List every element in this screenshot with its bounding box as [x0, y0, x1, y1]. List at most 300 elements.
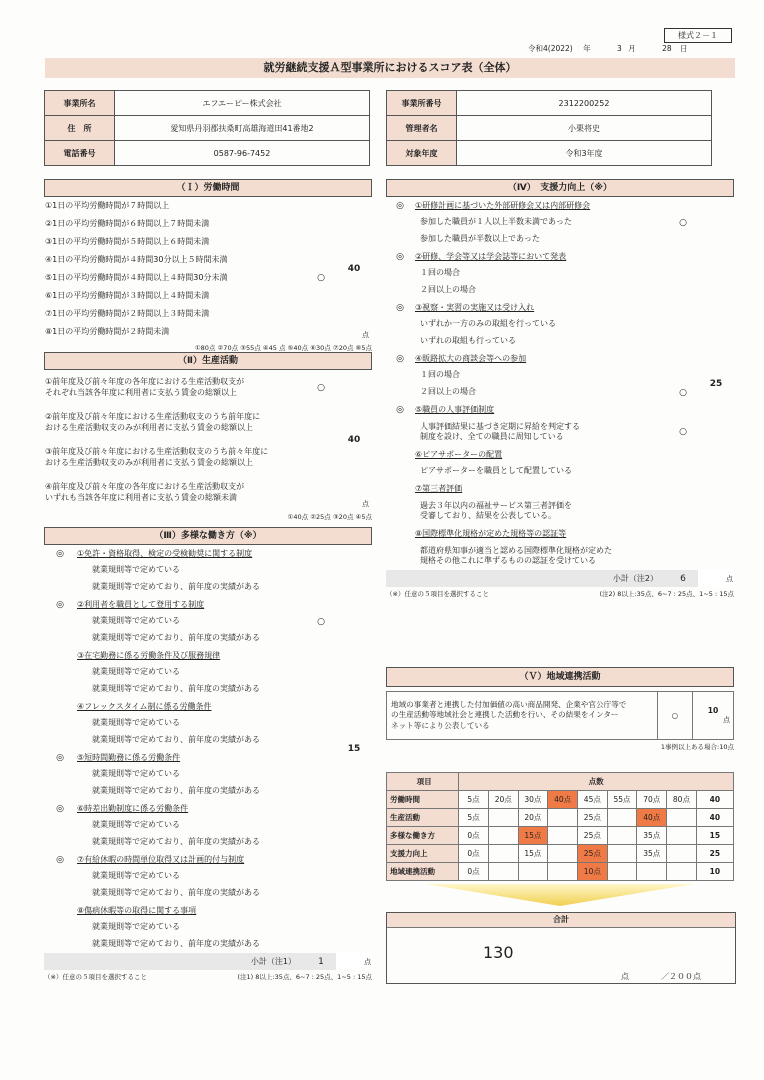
date-day-unit: 日: [680, 44, 688, 53]
item-head-row: [386, 248, 734, 265]
item-head-row: [44, 647, 372, 664]
select-mark: [386, 446, 414, 463]
info-label: 事業所名: [45, 91, 115, 116]
total-max: ／２００点: [661, 972, 701, 981]
item-head-row: [386, 401, 734, 418]
criteria-row: [44, 305, 372, 323]
info-row: [387, 116, 712, 141]
item-option-row: [44, 579, 372, 596]
score-row: [387, 791, 734, 809]
production-table: [44, 370, 372, 510]
score-row-label: 生産活動: [387, 809, 459, 827]
score-cell: 30点: [518, 791, 548, 809]
score-row-total: 40: [696, 791, 733, 809]
item-option-row: [386, 214, 734, 231]
option-mark: [306, 936, 336, 953]
criteria-mark: [306, 215, 336, 233]
score-cell: 25点: [577, 827, 607, 845]
item-head-row: [44, 596, 372, 613]
subtotal-value: 1: [318, 956, 324, 967]
item-option-row: [44, 630, 372, 647]
score-cell: 20点: [518, 809, 548, 827]
item-option-row: [44, 664, 372, 681]
option-text: 就業規則等で定めており、前年度の実績がある: [92, 735, 260, 745]
blank-cell: [44, 783, 76, 800]
blank-cell: [44, 664, 76, 681]
score-cell: 15点: [518, 827, 548, 845]
score-header-item: 項目: [387, 773, 459, 791]
item-heading: ①研修計画に基づいた外部研修会又は内部研修会: [415, 201, 591, 210]
criteria-row: [44, 197, 372, 215]
score-cell: 5点: [459, 791, 489, 809]
section-title: （Ⅲ）多様な働き方（※）: [44, 527, 372, 545]
score-cell: [548, 845, 578, 863]
item-option-row: [44, 919, 372, 936]
note-left: （※）任意の５項目を選択すること: [386, 590, 489, 598]
info-label: 住 所: [45, 116, 115, 141]
info-label: 対象年度: [387, 141, 457, 166]
item-heading: ⑤職員の人事評価制度: [415, 405, 495, 414]
score-cell: 0点: [459, 863, 489, 881]
community-table: [386, 691, 734, 740]
community-mark: ○: [658, 692, 693, 740]
section-production: [44, 352, 372, 521]
blank-cell: [44, 681, 76, 698]
score-cell: [607, 809, 637, 827]
down-arrow-icon: [386, 882, 734, 908]
unit-label: 点: [362, 500, 369, 508]
option-mark: [668, 333, 698, 350]
option-text: 都道府県知事が適当と認める国際標準化規格が定めた 規格その他これに準ずるものの認証を受けている: [420, 545, 612, 565]
info-value: 0587-96-7452: [115, 141, 370, 166]
score-cell: 45点: [577, 791, 607, 809]
score-cell: 25点: [577, 845, 607, 863]
item-option-row: [44, 562, 372, 579]
option-text: 就業規則等で定めている: [92, 922, 180, 932]
option-text: 参加した職員が１人以上半数未満であった: [420, 217, 572, 227]
score-cell: [548, 809, 578, 827]
item-head-row: [44, 698, 372, 715]
option-mark: [668, 463, 698, 480]
criteria-mark: [306, 305, 336, 323]
section-community: [386, 667, 734, 751]
score-cell: [607, 863, 637, 881]
item-option-row: [386, 418, 734, 446]
note-left: （※）任意の５項目を選択すること: [44, 973, 147, 981]
criteria-mark: [306, 197, 336, 215]
option-text: いずれの取組も行っている: [420, 336, 516, 346]
item-option-row: [386, 316, 734, 333]
option-mark: [668, 497, 698, 525]
item-option-row: [386, 282, 734, 299]
score-cell: [548, 827, 578, 845]
option-mark: [306, 681, 336, 698]
select-mark: ◎: [56, 548, 64, 559]
blank-cell: [386, 384, 414, 401]
option-mark: [306, 732, 336, 749]
score-cell: 0点: [459, 845, 489, 863]
option-text: 就業規則等で定めており、前年度の実績がある: [92, 837, 260, 847]
section-score: 25: [709, 378, 723, 389]
item-heading: ④フレックスタイム制に係る労働条件: [77, 702, 212, 711]
item-heading: ②利用者を職員として登用する制度: [77, 600, 205, 609]
info-row: [45, 91, 370, 116]
info-value: 愛知県丹羽郡扶桑町高雄海道田41番地2: [115, 116, 370, 141]
select-mark: ◎: [56, 599, 64, 610]
item-option-row: [44, 936, 372, 953]
option-text: ２回以上の場合: [420, 387, 476, 397]
blank-cell: [386, 333, 414, 350]
page-title: 就労継続支援Ａ型事業所におけるスコア表（全体）: [45, 58, 735, 78]
criteria-mark: ○: [317, 382, 325, 393]
option-text: １回の場合: [420, 370, 460, 380]
option-text: 就業規則等で定めている: [92, 616, 180, 626]
item-head-row: [44, 851, 372, 868]
option-mark: [306, 783, 336, 800]
option-text: １回の場合: [420, 268, 460, 278]
score-cell: [488, 809, 518, 827]
score-row-label: 多様な働き方: [387, 827, 459, 845]
section-note: ①80点 ②70点 ③55点 ④45 点 ⑤40点 ⑥30点 ⑦20点 ⑧5点: [194, 344, 372, 352]
section-diverse-work: [44, 527, 372, 981]
blank-cell: [386, 463, 414, 480]
item-option-row: [44, 766, 372, 783]
section-notes: [44, 972, 372, 981]
item-heading: ①免許・資格取得、検定の受検勧奨に関する制度: [77, 549, 253, 558]
item-option-row: [44, 868, 372, 885]
info-value: 2312200252: [457, 91, 712, 116]
option-text: 就業規則等で定めている: [92, 667, 180, 677]
score-row: [387, 863, 734, 881]
blank-cell: [44, 817, 76, 834]
blank-cell: [386, 231, 414, 248]
score-row-total: 10: [696, 863, 733, 881]
blank-cell: [386, 265, 414, 282]
option-mark: ○: [679, 387, 687, 398]
score-row-label: 支援力向上: [387, 845, 459, 863]
select-mark: ◎: [396, 251, 404, 262]
criteria-text: ③前年度及び前々年度における生産活動収支のうち前々年度に おける生産活動収支のみが利用者に支払う賃金の総額以上: [45, 446, 269, 467]
option-text: 人事評価結果に基づき定期に昇給を判定する 制度を設け、全ての職員に周知している: [420, 421, 580, 441]
score-cell: [488, 827, 518, 845]
working-hours-table: [44, 197, 372, 341]
score-cell: 40点: [637, 809, 667, 827]
option-text: 就業規則等で定めている: [92, 820, 180, 830]
blank-cell: [386, 316, 414, 333]
blank-cell: [386, 418, 414, 446]
score-cell: [607, 827, 637, 845]
criteria-text: ④1日の平均労働時間が４時間30分以上５時間未満: [45, 254, 228, 264]
option-text: 就業規則等で定めている: [92, 718, 180, 728]
info-row: [387, 141, 712, 166]
criteria-mark: [306, 323, 336, 341]
criteria-row: [44, 440, 372, 475]
score-row-label: 地域連携活動: [387, 863, 459, 881]
option-mark: [306, 579, 336, 596]
item-head-row: [386, 197, 734, 214]
criteria-row: [44, 269, 372, 287]
select-mark: [44, 647, 76, 664]
score-header-points: 点数: [459, 773, 734, 791]
item-option-row: [386, 367, 734, 384]
criteria-text: ④前年度及び前々年度の各年度における生産活動収支が いずれも当該各年度に利用者に支払う賃金の総額未満: [45, 481, 245, 502]
support-table: [386, 197, 734, 587]
option-mark: [306, 630, 336, 647]
score-row: [387, 845, 734, 863]
score-row: [387, 809, 734, 827]
score-cell: 5点: [459, 809, 489, 827]
option-text: 過去３年以内の福祉サービス第三者評価を 受審しており、結果を公表している。: [420, 500, 572, 520]
option-mark: [306, 715, 336, 732]
item-option-row: [44, 783, 372, 800]
criteria-row: [44, 475, 372, 510]
blank-cell: [44, 630, 76, 647]
item-heading: ⑧傷病休暇等の取得に関する事項: [77, 906, 197, 915]
option-mark: [306, 562, 336, 579]
option-mark: [668, 231, 698, 248]
section-note: 1事例以上ある場合:10点: [660, 743, 734, 751]
note-right: (注1) 8以上:35点、6~7 : 25点、1~5 : 15点: [237, 973, 372, 981]
info-label: 電話番号: [45, 141, 115, 166]
item-head-row: [44, 545, 372, 562]
option-mark: ○: [679, 217, 687, 228]
criteria-row: [44, 370, 372, 405]
subtotal-value: 6: [680, 573, 686, 584]
select-mark: ◎: [396, 200, 404, 211]
info-row: [387, 91, 712, 116]
blank-cell: [44, 715, 76, 732]
score-cell: 25点: [577, 809, 607, 827]
option-text: いずれか一方のみの取組を行っている: [420, 319, 556, 329]
item-head-row: [44, 902, 372, 919]
option-text: 就業規則等で定めている: [92, 769, 180, 779]
score-cell: 70点: [637, 791, 667, 809]
item-heading: ⑦第三者評価: [415, 484, 463, 493]
section-note: ①40点 ②25点 ③20点 ④5点: [287, 513, 372, 521]
item-option-row: [44, 613, 372, 630]
item-heading: ⑤短時間勤務に係る労働条件: [77, 753, 181, 762]
form-number: 様式２－１: [664, 28, 732, 43]
criteria-text: ①1日の平均労働時間が７時間以上: [45, 200, 170, 210]
item-option-row: [44, 681, 372, 698]
score-cell: [488, 863, 518, 881]
score-row-total: 40: [696, 809, 733, 827]
blank-cell: [44, 834, 76, 851]
option-mark: [306, 766, 336, 783]
blank-cell: [386, 367, 414, 384]
criteria-text: ⑥1日の平均労働時間が３時間以上４時間未満: [45, 290, 210, 300]
info-label: 事業所番号: [387, 91, 457, 116]
criteria-row: [44, 287, 372, 305]
select-mark: [386, 525, 414, 542]
option-mark: [668, 542, 698, 570]
community-score-cell: [693, 692, 734, 740]
info-value: 令和3年度: [457, 141, 712, 166]
section-score: 40: [347, 264, 361, 274]
unit-label: 点: [723, 716, 730, 724]
item-option-row: [386, 333, 734, 350]
criteria-row: [44, 251, 372, 269]
score-cell: 80点: [667, 791, 697, 809]
option-text: 就業規則等で定めており、前年度の実績がある: [92, 684, 260, 694]
item-option-row: [44, 817, 372, 834]
section-score-cell: [336, 370, 372, 510]
score-cell: 20点: [488, 791, 518, 809]
option-mark: [306, 834, 336, 851]
date-month-unit: 月: [628, 44, 636, 53]
info-value: 小栗将史: [457, 116, 712, 141]
blank-cell: [44, 766, 76, 783]
criteria-mark: [306, 405, 336, 440]
criteria-mark: ○: [317, 273, 325, 283]
option-mark: [306, 664, 336, 681]
score-cell: 10点: [577, 863, 607, 881]
criteria-mark: [306, 251, 336, 269]
option-mark: [306, 817, 336, 834]
info-label: 管理者名: [387, 116, 457, 141]
section-title: （Ｉ）労働時間: [44, 179, 372, 197]
option-text: ピアサポーターを職員として配置している: [420, 466, 572, 476]
item-option-row: [386, 497, 734, 525]
score-cell: [637, 863, 667, 881]
option-mark: [306, 868, 336, 885]
item-option-row: [44, 732, 372, 749]
section-score-cell: [336, 197, 372, 341]
criteria-text: ③1日の平均労働時間が５時間以上６時間未満: [45, 236, 210, 246]
option-text: 就業規則等で定めており、前年度の実績がある: [92, 939, 260, 949]
unit-label: 点: [698, 570, 734, 587]
total-box: [386, 912, 736, 984]
option-mark: [668, 367, 698, 384]
score-cell: 35点: [637, 845, 667, 863]
option-text: 参加した職員が半数以上であった: [420, 234, 540, 244]
diverse-work-table: [44, 545, 372, 970]
item-heading: ⑥時差出勤制度に係る労働条件: [77, 804, 189, 813]
criteria-row: [44, 405, 372, 440]
subtotal-row: [44, 953, 372, 970]
unit-label: 点: [336, 953, 372, 970]
criteria-text: ⑧1日の平均労働時間が２時間未満: [45, 326, 170, 336]
date-era-year: 令和4(2022): [528, 44, 573, 53]
date-line: [528, 43, 728, 54]
blank-cell: [44, 579, 76, 596]
score-row-total: 15: [696, 827, 733, 845]
score-cell: 40点: [548, 791, 578, 809]
item-option-row: [386, 463, 734, 480]
section-score: 15: [347, 744, 361, 754]
option-text: 就業規則等で定めており、前年度の実績がある: [92, 633, 260, 643]
option-text: 就業規則等で定めている: [92, 565, 180, 575]
criteria-row: [44, 215, 372, 233]
total-unit: 点: [621, 972, 629, 981]
criteria-mark: [306, 440, 336, 475]
item-option-row: [44, 715, 372, 732]
select-mark: ◎: [396, 404, 404, 415]
criteria-mark: [306, 287, 336, 305]
criteria-text: ①前年度及び前々年度の各年度における生産活動収支が それぞれ当該各年度に利用者に支払う賃金の総額以上: [45, 376, 245, 397]
unit-label: 点: [362, 331, 369, 339]
item-heading: ④販路拡大の商談会等への参加: [415, 354, 527, 363]
blank-cell: [386, 214, 414, 231]
item-head-row: [44, 800, 372, 817]
score-cell: [667, 809, 697, 827]
option-text: 就業規則等で定めている: [92, 871, 180, 881]
section-working-hours: [44, 179, 372, 352]
subtotal-label: 小計（注2）: [612, 574, 658, 583]
note-right: (注2) 8以上:35点、6~7 : 25点、1~5 : 15点: [599, 590, 734, 598]
item-option-row: [386, 231, 734, 248]
option-mark: ○: [679, 427, 687, 437]
score-row-label: 労働時間: [387, 791, 459, 809]
criteria-row: [44, 233, 372, 251]
select-mark: ◎: [56, 752, 64, 763]
subtotal-row: [386, 570, 734, 587]
option-mark: [668, 265, 698, 282]
option-text: 就業規則等で定めており、前年度の実績がある: [92, 786, 260, 796]
section-score: 40: [347, 435, 361, 445]
select-mark: ◎: [56, 803, 64, 814]
option-mark: [306, 885, 336, 902]
info-row: [45, 116, 370, 141]
option-mark: [668, 282, 698, 299]
item-head-row: [386, 480, 734, 497]
score-cell: [667, 845, 697, 863]
blank-cell: [386, 282, 414, 299]
info-table-right: [386, 90, 712, 166]
select-mark: ◎: [396, 302, 404, 313]
score-cell: [667, 863, 697, 881]
blank-cell: [44, 936, 76, 953]
item-heading: ③在宅勤務に係る労働条件及び服務規律: [77, 651, 221, 660]
item-heading: ③視察・実習の実施又は受け入れ: [415, 303, 535, 312]
score-row-total: 25: [696, 845, 733, 863]
community-score: 10: [707, 706, 719, 715]
blank-cell: [44, 919, 76, 936]
select-mark: [44, 698, 76, 715]
item-heading: ⑦有給休暇の時間単位取得又は計画的付与制度: [77, 855, 245, 864]
section-notes: [386, 589, 734, 598]
date-day: 28: [662, 44, 672, 53]
total-label: 合計: [387, 913, 735, 928]
score-cell: [518, 863, 548, 881]
total-value: 130: [483, 943, 514, 962]
date-year-unit: 年: [583, 44, 591, 53]
subtotal-label: 小計（注1）: [250, 957, 296, 966]
item-option-row: [44, 885, 372, 902]
blank-cell: [44, 868, 76, 885]
info-value: エフエーピー株式会社: [115, 91, 370, 116]
section-title: （Ｖ）地域連携活動: [386, 667, 734, 687]
score-cell: 55点: [607, 791, 637, 809]
score-row: [387, 827, 734, 845]
section-support: [386, 179, 734, 598]
blank-cell: [44, 732, 76, 749]
score-cell: [488, 845, 518, 863]
item-head-row: [386, 350, 734, 367]
item-option-row: [386, 542, 734, 570]
select-mark: ◎: [396, 353, 404, 364]
select-mark: ◎: [56, 854, 64, 865]
criteria-text: ②1日の平均労働時間が６時間以上７時間未満: [45, 218, 210, 228]
section-title: （Ⅱ）生産活動: [44, 352, 372, 370]
community-text: 地域の事業者と連携した付加価値の高い商品開発、企業や官公庁等で の生産活動等地域社会と連携した活動を行い、その結果をインター ネット等により公表している: [387, 692, 658, 740]
date-month: 3: [617, 44, 622, 53]
score-cell: [667, 827, 697, 845]
score-cell: 35点: [637, 827, 667, 845]
item-head-row: [386, 299, 734, 316]
score-cell: 0点: [459, 827, 489, 845]
blank-cell: [44, 885, 76, 902]
